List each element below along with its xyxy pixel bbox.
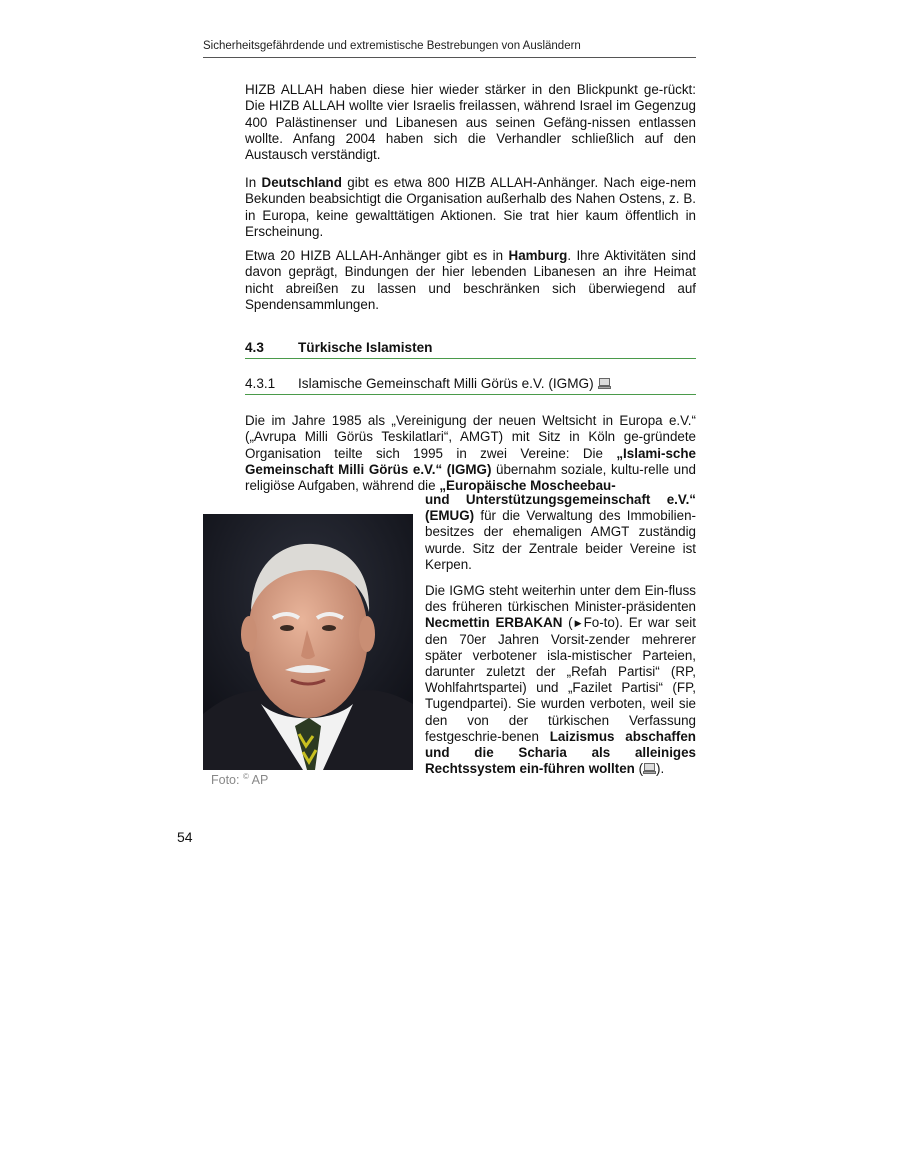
photo-caption: Foto: © AP — [211, 772, 269, 788]
computer-icon-inline[interactable] — [643, 763, 656, 774]
portrait-image — [203, 514, 413, 770]
paragraph-hizb-allah-exchange: HIZB ALLAH haben diese hier wieder stärker in den Blickpunkt ge-rückt: Die HIZB ALLAH wollte vier Israelis freilassen, während Israel im Gegenzug 400 Palästinenser und Libanesen aus seinen Gefäng-nissen entlassen wollte. Anfang 2004 haben sich die Verhandler schließlich auf den Austausch verständigt. — [245, 82, 696, 163]
computer-icon[interactable] — [598, 378, 611, 389]
keyword-deutschland: Deutschland — [261, 175, 342, 190]
paragraph-emug: und Unterstützungsgemeinschaft e.V.“ (EMUG) für die Verwaltung des Immobilien-besitzes der ehemaligen AMGT zuständig wurde. Sitz der Zentrale beider Vereine ist Kerpen. — [425, 492, 696, 572]
keyword-hamburg: Hamburg — [508, 248, 568, 263]
running-header: Sicherheitsgefährdende und extremistische Bestrebungen von Ausländern — [203, 40, 581, 52]
keyword-laizismus: Laizismus abschaffen und die Scharia als alleiniges Rechtssystem ein-führen wollten — [425, 728, 696, 777]
page-number: 54 — [177, 829, 193, 845]
subsection-rule — [245, 394, 696, 395]
section-title: Türkische Islamisten — [298, 340, 433, 355]
subsection-number: 4.3.1 — [245, 376, 276, 391]
paragraph-erbakan: Die IGMG steht weiterhin unter dem Ein-fluss des früheren türkischen Minister-präsidenten Necmettin ERBAKAN (▶Fo-to). Er war seit den 70er Jahren Vorsit-zender mehrerer später verbotener isla-mistischer Parteien, darunter zuletzt der „Refah Partisi“ (RP, Wohlfahrtspartei) und „Fazilet Partisi“ (FP, Tugendpartei). Sie wurden verboten, weil sie den von der türkischen Verfassung festgeschrie-benen Laizismus abschaffen und die Scharia als alleiniges Rechtssystem ein-führen wollten ( ). — [425, 583, 697, 777]
keyword-emug-line2: und Unterstützungsgemeinschaft e.V.“ (EMUG) — [425, 492, 696, 524]
keyword-igmg: „Islami-sche Gemeinschaft Milli Görüs e.V.“ (IGMG) — [245, 445, 696, 477]
keyword-erbakan: Necmettin ERBAKAN — [425, 615, 563, 631]
paragraph-deutschland: In Deutschland gibt es etwa 800 HIZB ALLAH-Anhänger. Nach eige-nem Bekunden beabsichtigt die Organisation außerhalb des Nahen Ostens, z. B. in Europa, keine gewalttätigen Aktionen. Sie trat hier kaum öffentlich in Erscheinung. — [245, 175, 696, 239]
subsection-title: Islamische Gemeinschaft Milli Görüs e.V. (IGMG) — [298, 376, 594, 391]
section-rule — [245, 358, 696, 359]
paragraph-hamburg: Etwa 20 HIZB ALLAH-Anhänger gibt es in Hamburg. Ihre Aktivitäten sind davon geprägt, Bindungen der hier lebenden Libanesen an ihre Heimat nicht abreißen zu lassen und beschränken sich überwiegend auf Spendensammlungen. — [245, 248, 696, 312]
section-heading — [245, 340, 696, 355]
arrow-right-icon: ▶ — [572, 618, 584, 629]
paragraph-igmg-history: Die im Jahre 1985 als „Vereinigung der neuen Weltsicht in Europa e.V.“ („Avrupa Milli Görüs Teskilatlari“, AMGT) mit Sitz in Köln ge-gründete Organisation teilte sich 1995 in zwei Vereine: Die „Islami-sche Gemeinschaft Milli Görüs e.V.“ (IGMG) übernahm soziale, kultu-relle und religiöse Aufgaben, während die „Europäische Moscheebau- — [245, 413, 696, 494]
copyright-symbol: © — [242, 772, 249, 781]
photo-erbakan — [203, 514, 413, 770]
header-rule — [203, 57, 696, 58]
section-number: 4.3 — [245, 340, 264, 355]
keyword-emug-line1: „Europäische Moscheebau- — [439, 478, 616, 494]
subsection-heading — [245, 376, 696, 391]
